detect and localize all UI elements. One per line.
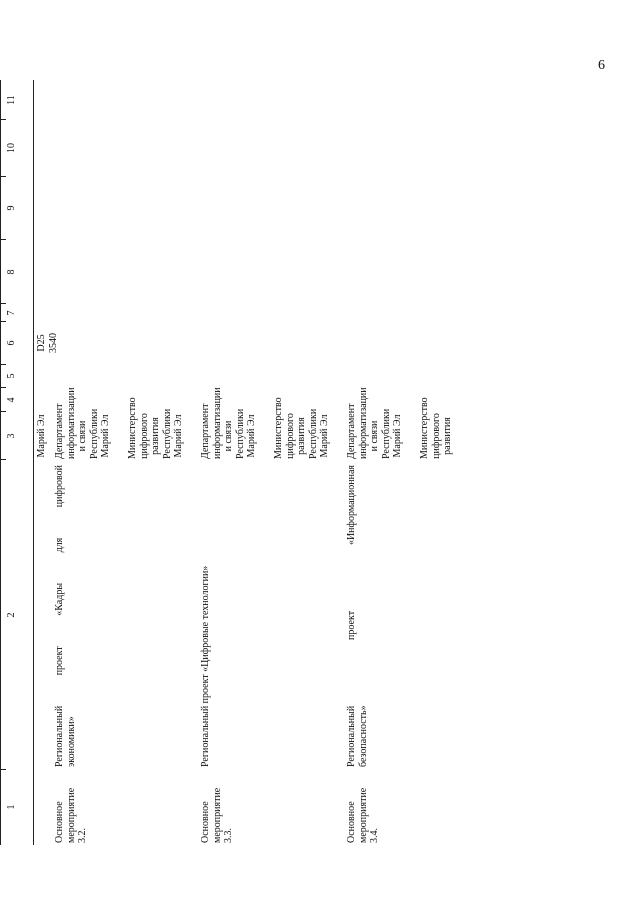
column-number-9: 9 [6, 205, 17, 211]
column-number-1: 1 [6, 804, 17, 810]
column-tick [0, 239, 6, 240]
column-number-5: 5 [6, 373, 17, 379]
column-tick [0, 119, 6, 120]
cell-col3-top: Марий Эл [36, 414, 47, 458]
column-number-6: 6 [6, 340, 17, 346]
row-2-executor-2: Министерство цифрового развития Республики Марий Эл [273, 397, 330, 459]
page-number: 6 [598, 58, 605, 73]
column-tick [0, 769, 6, 770]
column-tick [0, 387, 6, 388]
column-number-8: 8 [6, 269, 17, 275]
row-3-col2: Региональный проект «Информационная безопасность» [346, 465, 369, 767]
rotated-table [0, 55, 570, 855]
row-2-col1: Основное мероприятие 3.3. [200, 787, 234, 843]
table-top-line [0, 80, 1, 845]
row-2-executor-1: Департамент информатизации и связи Республики Марий Эл [200, 387, 257, 459]
row-3-executor-1: Департамент информатизации и связи Республики Марий Эл [346, 387, 403, 459]
row-1-executor-1: Департамент информатизации и связи Республики Марий Эл [54, 387, 111, 459]
column-tick [0, 176, 6, 177]
column-number-4: 4 [6, 397, 17, 403]
column-tick [0, 411, 6, 412]
row-1-col1: Основное мероприятие 3.2. [54, 787, 88, 843]
row-1-executor-2: Министерство цифрового развития Республики Марий Эл [127, 397, 184, 459]
cell-col6-top: D25 3540 [36, 333, 59, 353]
column-tick [0, 364, 6, 365]
row-1-col2: Региональный проект «Кадры для цифровой экономики» [54, 465, 77, 767]
column-number-11: 11 [6, 95, 17, 105]
header-bottom-line [33, 80, 34, 845]
row-3-col1: Основное мероприятие 3.4. [346, 787, 380, 843]
column-number-2: 2 [6, 612, 17, 618]
column-number-3: 3 [6, 433, 17, 439]
row-3-executor-2: Министерство цифрового развития [419, 397, 453, 459]
column-tick [0, 459, 6, 460]
column-number-10: 10 [6, 143, 17, 153]
row-2-col2: Региональный проект «Цифровые технологии» [200, 565, 211, 767]
column-number-7: 7 [6, 310, 17, 316]
